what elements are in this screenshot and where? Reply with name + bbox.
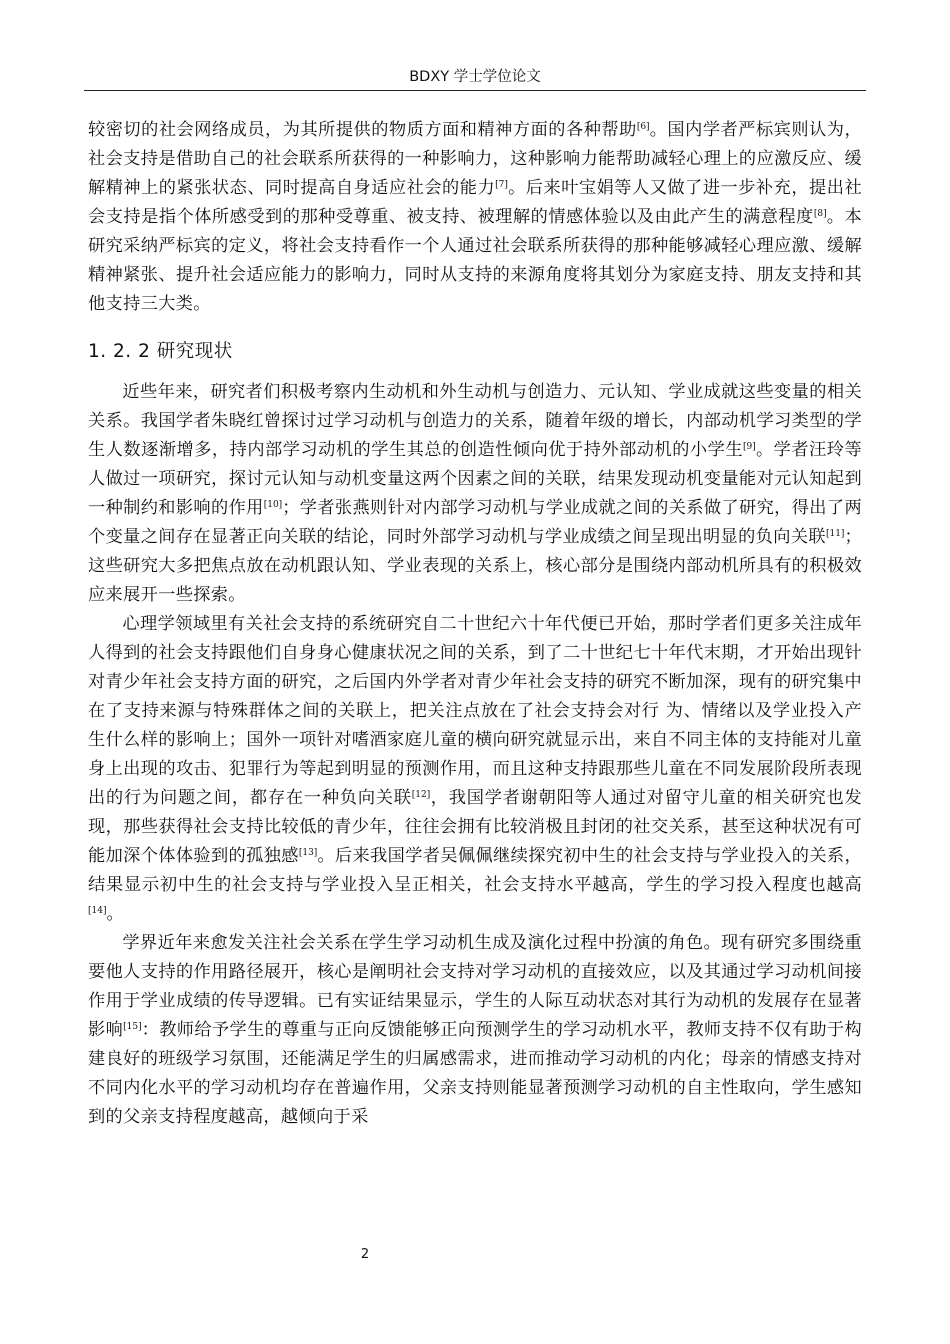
text-segment: 心理学领域里有关社会支持的系统研究自二十世纪六十年代便已开始，那时学者们更多关注成年人得到的社会支持跟他们自身身心健康状况之间的关系，到了二十世纪七十年代末期，才开始出现针对青少年社会支持方面的研究，之后国内外学者对青少年社会支持的研究不断加深，现有的研究集中在了支持来源与特殊群体之间的关联上，把关注点放在了社会支持会对行 为、情绪以及学业投入产生什么样的影响上；国外一项针对嗜酒家庭儿童的横向研究就显示出，来自不同主体的支持能对儿童身上出现的攻击、犯罪行为等起到明显的预测作用，而且这种支持跟那些儿童在不同发展阶段所表现出的行为问题之间，都存在一种负向关联: [88, 614, 862, 808]
text-segment: 。后来我国学者吴佩佩继续探究初中生的社会支持与学业投入的关系，结果显示初中生的社会支持与学业投入呈正相关，社会支持水平越高，学生的学习投入程度也越高: [88, 846, 862, 895]
section-number: 1. 2. 2: [88, 341, 151, 362]
citation: [12]: [411, 790, 431, 800]
text-segment: ；学者张燕则针对内部学习动机与学业成就之间的关系做了研究，得出了两个变量之间存在显著正向关联的结论，同时外部学习动机与学业成绩之间呈现出明显的负向关联: [88, 498, 862, 547]
section-title: 研究现状: [156, 341, 233, 362]
citation: [11]: [825, 529, 845, 539]
citation: [8]: [813, 209, 827, 219]
paragraph: [88, 610, 862, 929]
paragraph: [88, 378, 862, 610]
document-body: [88, 116, 862, 1132]
citation: [14]: [88, 906, 107, 916]
paragraph: [88, 929, 862, 1132]
text-segment: 近些年来，研究者们积极考察内生动机和外生动机与创造力、元认知、学业成就这些变量的相关关系。我国学者朱晓红曾探讨过学习动机与创造力的关系，随着年级的增长，内部动机学习类型的学生人数逐渐增多，持内部学习动机的学生其总的创造性倾向优于持外部动机的小学生: [88, 382, 862, 460]
page-number: 2: [360, 1247, 370, 1262]
text-segment: ；这些研究大多把焦点放在动机跟认知、学业表现的关系上，核心部分是围绕内部动机所具有的积极效应来展开一些探索。: [88, 527, 862, 605]
text-segment: ，我国学者谢朝阳等人通过对留守儿童的相关研究也发现，那些获得社会支持比较低的青少年，往往会拥有比较消极且封闭的社交关系，甚至这种状况有可能加深个体体验到的孤独感: [88, 788, 862, 866]
section-heading: [88, 337, 862, 367]
text-segment: 。: [106, 904, 125, 924]
text-segment: 。国内学者严标宾则认为，社会支持是借助自己的社会联系所获得的一种影响力，这种影响力能帮助减轻心理上的应激反应、缓解精神上的紧张状态、同时提高自身适应社会的能力: [88, 120, 863, 198]
text-segment: 较密切的社会网络成员，为其所提供的物质方面和精神方面的各种帮助: [88, 120, 637, 140]
text-segment: 。本研究采纳严标宾的定义，将社会支持看作一个人通过社会联系所获得的那种能够减轻心理应激、缓解精神紧张、提升社会适应能力的影响力，同时从支持的来源角度将其划分为家庭支持、朋友支持和其他支持三大类。: [88, 207, 863, 314]
citation: [10]: [263, 500, 283, 510]
citation: [13]: [298, 848, 318, 858]
citation: [6]: [636, 122, 650, 132]
text-segment: 。学者汪玲等人做过一项研究，探讨元认知与动机变量这两个因素之间的关联，结果发现动机变量能对元认知起到一种制约和影响的作用: [88, 440, 863, 518]
paragraph: [88, 116, 862, 319]
page-header: [84, 64, 866, 91]
citation: [7]: [495, 180, 508, 190]
citation: [9]: [743, 442, 756, 452]
text-segment: 。后来叶宝娟等人又做了进一步补充，提出社会支持是指个体所感受到的那种受尊重、被支持、被理解的情感体验以及由此产生的满意程度: [88, 178, 862, 227]
citation: [15]: [123, 1022, 142, 1032]
header-title: BDXY 学士学位论文: [409, 69, 541, 85]
text-segment: ：教师给予学生的尊重与正向反馈能够正向预测学生的学习动机水平，教师支持不仅有助于构建良好的班级学习氛围，还能满足学生的归属感需求，进而推动学习动机的内化；母亲的情感支持对不同内化水平的学习动机均存在普遍作用，父亲支持则能显著预测学习动机的自主性取向，学生感知到的父亲支持程度越高，越倾向于采: [88, 1020, 862, 1127]
text-segment: 学界近年来愈发关注社会关系在学生学习动机生成及演化过程中扮演的角色。现有研究多围绕重要他人支持的作用路径展开，核心是阐明社会支持对学习动机的直接效应，以及其通过学习动机间接作用于学业成绩的传导逻辑。已有实证结果显示，学生的人际互动状态对其行为动机的发展存在显著影响: [88, 933, 862, 1040]
